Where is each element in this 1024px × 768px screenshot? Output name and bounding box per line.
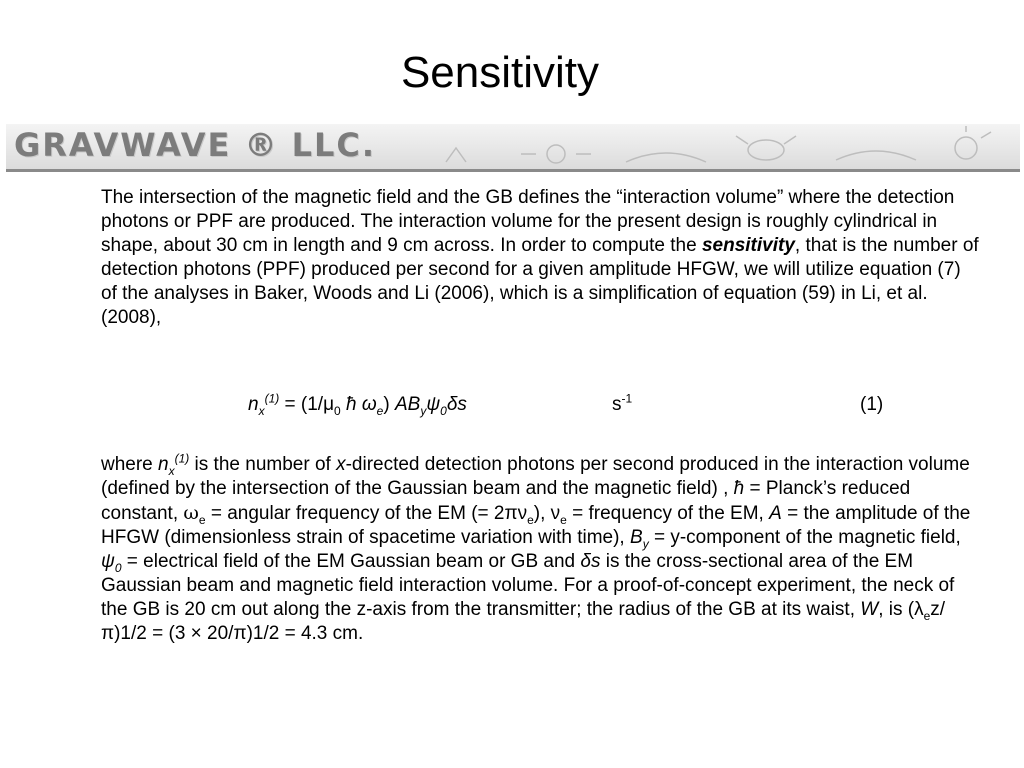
definitions-paragraph: where $n_x^{(1)}$ is the number of x-directed detection photons per second produced in the interaction volume (defined by the intersection of the Gaussian beam and the magnetic field) , ħ = Planck’s reduced constant, $\omega_e$ = angular frequency of the EM (= $2\pi\nu_e$), $\nu_e$ = frequency of the EM, A = the amplitude of the HFGW (dimensionless strain of spacetime variation with time), $B_y$ = y-component of the magnetic field, $\psi_0$ = electrical field of the EM Gaussian beam or GB and δs is the cross-sectional area of the EM Gaussian beam and magnetic field interaction volume. For a proof-of-concept experiment, the neck of the GB is 20 cm out along the z-axis from the transmitter; the radius of the GB at its waist, W, is $(\lambda_ez/\pi)1/2 = (3 \times 20/\pi)1/2 = 4.3$ cm. xyxy=(101,451,971,644)
company-banner xyxy=(6,124,1020,172)
company-logo-text: GRAVWAVE ® LLC. xyxy=(14,126,377,164)
equation-unit: $s^{-1}$ xyxy=(612,391,633,415)
equation-expression: $n_x^{(1)} = (1/\mu_0$ ħ $\omega_e$) $AB_y\psi_0\delta s$ xyxy=(248,391,467,418)
equation-number: (1) xyxy=(860,394,884,415)
slide-title: Sensitivity xyxy=(400,48,600,97)
sensitivity-term: sensitivity xyxy=(701,235,795,256)
intro-paragraph: The intersection of the magnetic field and the GB defines the “interaction volume” where the detection photons or PPF are produced. The interaction volume for the present design is roughly cylindrical in shape, about 30 cm in length and 9 cm across. In order to compute the sensitivity, that is the number of detection photons (PPF) produced per second for a given amplitude HFGW, we will utilize equation (7) of the analyses in Baker, Woods and Li (2006), which is a simplification of equation (59) in Li, et al. (2008), xyxy=(101,187,979,328)
